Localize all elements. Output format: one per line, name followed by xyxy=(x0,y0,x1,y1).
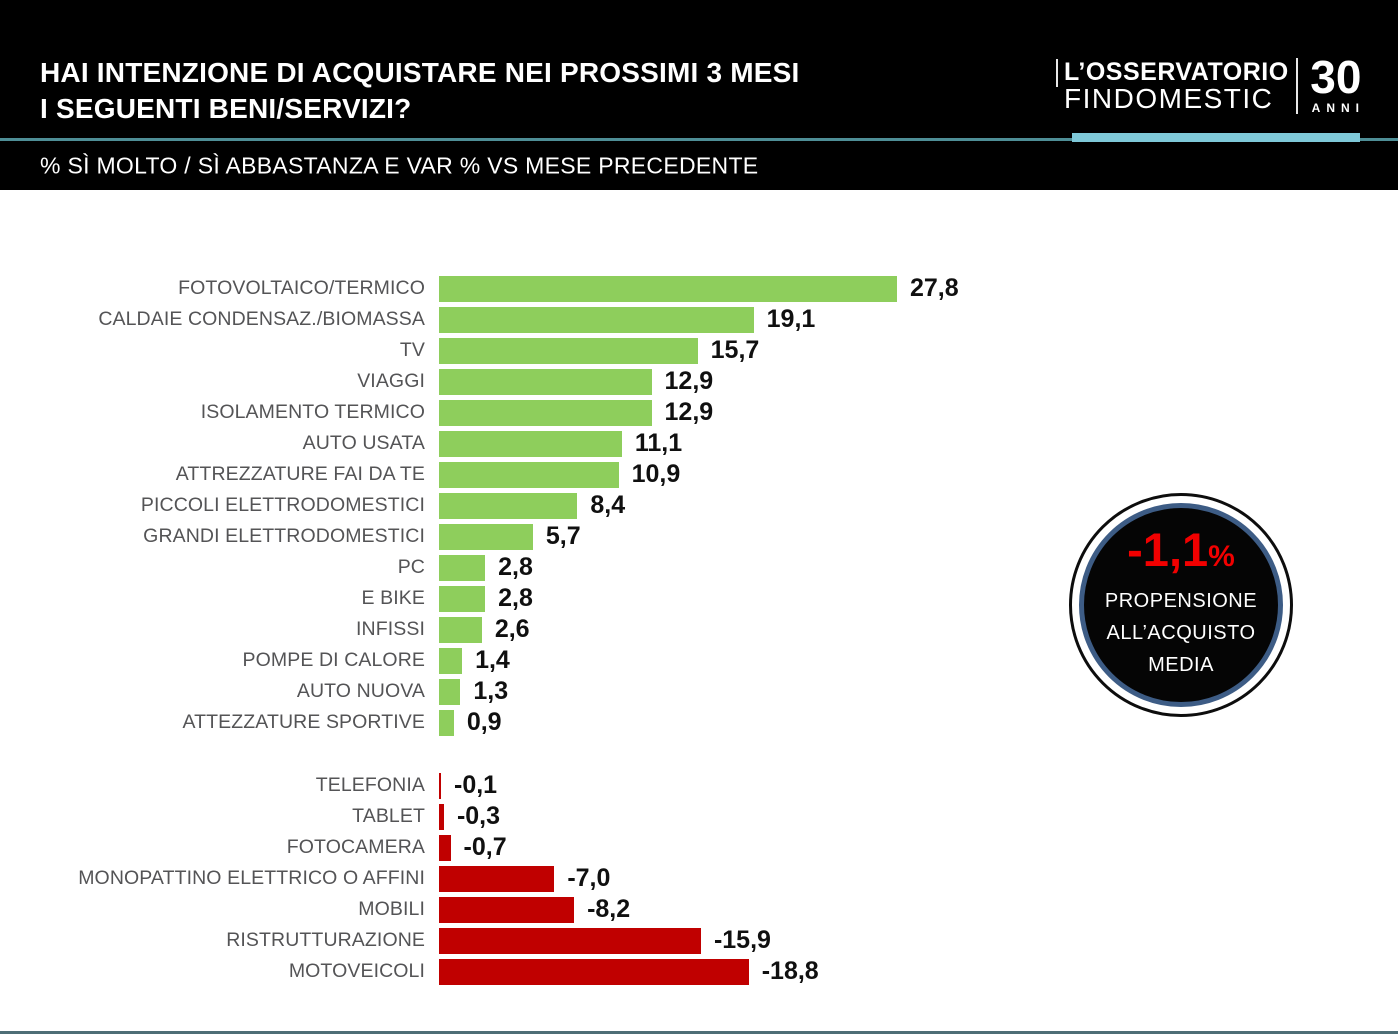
propensity-badge-inner xyxy=(1079,503,1283,707)
positive-bar xyxy=(439,524,533,550)
value-label: 2,8 xyxy=(498,553,533,581)
value-label: 15,7 xyxy=(710,336,760,364)
category-label: TABLET xyxy=(352,805,425,827)
logo-line-osservatorio: L’OSSERVATORIO xyxy=(1064,57,1289,86)
chart-row xyxy=(0,273,959,304)
bar-chart xyxy=(0,273,959,987)
chart-row xyxy=(0,894,959,925)
title-line-1: HAI INTENZIONE DI ACQUISTARE NEI PROSSIMI 3 MESI xyxy=(40,57,800,88)
value-label: 8,4 xyxy=(590,491,626,519)
category-label: MONOPATTINO ELETTRICO O AFFINI xyxy=(78,867,425,889)
category-label: PICCOLI ELETTRODOMESTICI xyxy=(140,494,425,516)
positive-bar xyxy=(439,710,454,736)
category-label: TV xyxy=(399,339,425,361)
category-label: RISTRUTTURAZIONE xyxy=(226,929,425,951)
category-label: INFISSI xyxy=(356,618,425,640)
chart-row xyxy=(0,676,959,707)
propensity-badge xyxy=(1069,493,1293,717)
logo-anniversary xyxy=(1307,51,1365,115)
value-label: -0,7 xyxy=(463,833,507,861)
badge-label-line: PROPENSIONE xyxy=(1104,589,1258,612)
value-label: -15,9 xyxy=(713,926,771,954)
positive-bar xyxy=(439,431,622,457)
badge-value xyxy=(1127,522,1235,576)
value-label: 27,8 xyxy=(910,274,959,302)
chart-row xyxy=(0,956,959,987)
chart-row xyxy=(0,490,959,521)
category-label: ATTEZZATURE SPORTIVE xyxy=(182,711,425,733)
chart-row xyxy=(0,304,959,335)
positive-bar xyxy=(439,493,577,519)
value-label: 12,9 xyxy=(664,398,714,426)
badge-label-line: ALL’ACQUISTO xyxy=(1106,621,1256,644)
value-label: 12,9 xyxy=(664,367,714,395)
chart-row xyxy=(0,645,959,676)
value-label: 5,7 xyxy=(545,522,581,550)
positive-bar xyxy=(439,369,652,395)
logo-line-findomestic: FINDOMESTIC xyxy=(1064,82,1274,114)
subtitle-bar xyxy=(0,141,1398,190)
chart-row xyxy=(0,707,959,738)
logo-divider xyxy=(1296,58,1298,114)
positive-bar xyxy=(439,338,698,364)
chart-row xyxy=(0,583,959,614)
category-label: FOTOVOLTAICO/TERMICO xyxy=(178,277,425,299)
category-label: POMPE DI CALORE xyxy=(242,649,425,671)
logo-years-label: ANNI xyxy=(1311,101,1365,115)
value-label: -7,0 xyxy=(567,864,611,892)
positive-bar xyxy=(439,617,482,643)
findomestic-logo xyxy=(1056,51,1365,115)
positive-group xyxy=(0,273,959,738)
value-label: -0,1 xyxy=(454,771,498,799)
chart-row xyxy=(0,366,959,397)
logo-wordmark xyxy=(1064,59,1289,113)
category-label: AUTO USATA xyxy=(302,432,425,454)
header-bar xyxy=(0,0,1398,138)
category-label: GRANDI ELETTRODOMESTICI xyxy=(143,525,425,547)
negative-bar xyxy=(439,835,451,861)
category-label: MOTOVEICOLI xyxy=(288,960,425,982)
positive-bar xyxy=(439,555,485,581)
chart-row xyxy=(0,335,959,366)
group-spacer xyxy=(0,738,959,770)
positive-bar xyxy=(439,586,485,612)
chart-row xyxy=(0,521,959,552)
logo-underline xyxy=(1072,133,1360,142)
value-label: -0,3 xyxy=(456,802,501,830)
category-label: MOBILI xyxy=(358,898,425,920)
category-label: AUTO NUOVA xyxy=(296,680,425,702)
positive-bar xyxy=(439,648,462,674)
chart-row xyxy=(0,770,959,801)
value-label: 2,6 xyxy=(494,615,530,643)
positive-bar xyxy=(439,400,652,426)
category-label: ISOLAMENTO TERMICO xyxy=(200,401,425,423)
negative-bar xyxy=(439,897,574,923)
page-title xyxy=(40,55,799,127)
value-label: 1,3 xyxy=(473,677,509,705)
negative-bar xyxy=(439,928,701,954)
negative-bar xyxy=(439,959,749,985)
chart-row xyxy=(0,801,959,832)
chart-row xyxy=(0,614,959,645)
value-label: 1,4 xyxy=(475,646,510,674)
category-label: ATTREZZATURE FAI DA TE xyxy=(175,463,425,485)
category-label: CALDAIE CONDENSAZ./BIOMASSA xyxy=(98,308,425,330)
chart-row xyxy=(0,925,959,956)
negative-bar xyxy=(439,866,554,892)
value-label: 11,1 xyxy=(634,429,683,457)
title-line-2: I SEGUENTI BENI/SERVIZI? xyxy=(40,93,412,124)
value-label: -8,2 xyxy=(587,895,631,923)
category-label: TELEFONIA xyxy=(315,774,425,796)
value-label: 2,8 xyxy=(498,584,533,612)
chart-row xyxy=(0,397,959,428)
positive-bar xyxy=(439,679,460,705)
logo-years-number: 30 xyxy=(1310,51,1362,103)
badge-label-line: MEDIA xyxy=(1148,653,1214,676)
chart-row xyxy=(0,459,959,490)
category-label: PC xyxy=(397,556,425,578)
chart-row xyxy=(0,832,959,863)
category-label: VIAGGI xyxy=(357,370,425,392)
subtitle-text: % SÌ MOLTO / SÌ ABBASTANZA E VAR % VS MESE PRECEDENTE xyxy=(40,152,759,178)
logo-left-divider xyxy=(1056,59,1058,87)
positive-bar xyxy=(439,276,897,302)
negative-group xyxy=(0,770,959,987)
badge-value-number: -1,1 xyxy=(1127,522,1209,576)
category-label: FOTOCAMERA xyxy=(286,836,425,858)
badge-percent-sign: % xyxy=(1208,539,1235,573)
value-label: 0,9 xyxy=(466,708,502,736)
negative-bar xyxy=(439,773,441,799)
value-label: 19,1 xyxy=(766,305,816,333)
chart-row xyxy=(0,863,959,894)
value-label: -18,8 xyxy=(761,957,819,985)
positive-bar xyxy=(439,462,619,488)
chart-row xyxy=(0,552,959,583)
negative-bar xyxy=(439,804,444,830)
chart-row xyxy=(0,428,959,459)
value-label: 10,9 xyxy=(631,460,681,488)
category-label: E BIKE xyxy=(361,587,425,609)
positive-bar xyxy=(439,307,754,333)
